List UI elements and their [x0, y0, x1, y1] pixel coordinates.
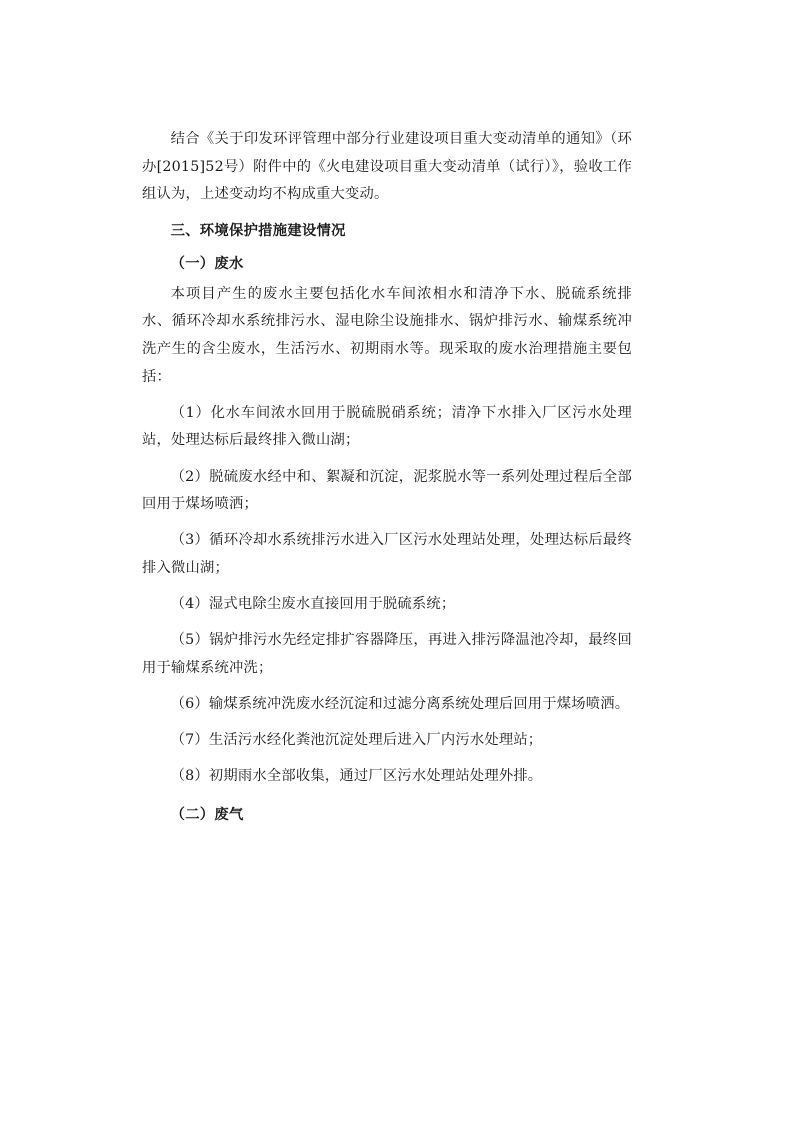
list-item: （4）湿式电除尘废水直接回用于脱硫系统； [170, 596, 456, 613]
document-body [142, 126, 632, 825]
subsection-heading-exhaust: （二）废气 [170, 807, 244, 824]
list-item: （6）输煤系统冲洗废水经沉淀和过滤分离系统处理后回用于煤场喷洒。 [170, 696, 630, 713]
wastewater-intro-paragraph: 本项目产生的废水主要包括化水车间浓相水和清净下水、脱硫系统排水、循环冷却水系统排污水、湿电除尘设施排水、锅炉排污水、输煤系统冲洗产生的含尘废水，生活污水、初期雨水等。现采取的废水治理措施主要包括： [142, 285, 632, 385]
list-item: （3）循环冷却水系统排污水进入厂区污水处理站处理，处理达标后最终排入微山湖； [142, 532, 632, 576]
list-item: （2）脱硫废水经中和、絮凝和沉淀，泥浆脱水等一系列处理过程后全部回用于煤场喷洒； [142, 468, 632, 513]
subsection-heading-wastewater: （一）废水 [170, 255, 244, 272]
list-item: （7）生活污水经化粪池沉淀处理后进入厂内污水处理站； [170, 732, 543, 749]
list-item: （1）化水车间浓水回用于脱硫脱硝系统；清净下水排入厂区污水处理站，处理达标后最终排入微山湖； [142, 404, 632, 449]
list-item: （8）初期雨水全部收集，通过厂区污水处理站处理外排。 [170, 768, 543, 785]
wastewater-measures-list [142, 400, 632, 791]
intro-paragraph: 结合《关于印发环评管理中部分行业建设项目重大变动清单的通知》（环办[2015]52号）附件中的《火电建设项目重大变动清单（试行）》，验收工作组认为，上述变动均不构成重大变动。 [142, 131, 632, 203]
list-item: （5）锅炉排污水先经定排扩容器降压，再进入排污降温池冷却，最终回用于输煤系统冲洗； [142, 632, 632, 676]
section-heading: 三、环境保护措施建设情况 [170, 222, 346, 239]
